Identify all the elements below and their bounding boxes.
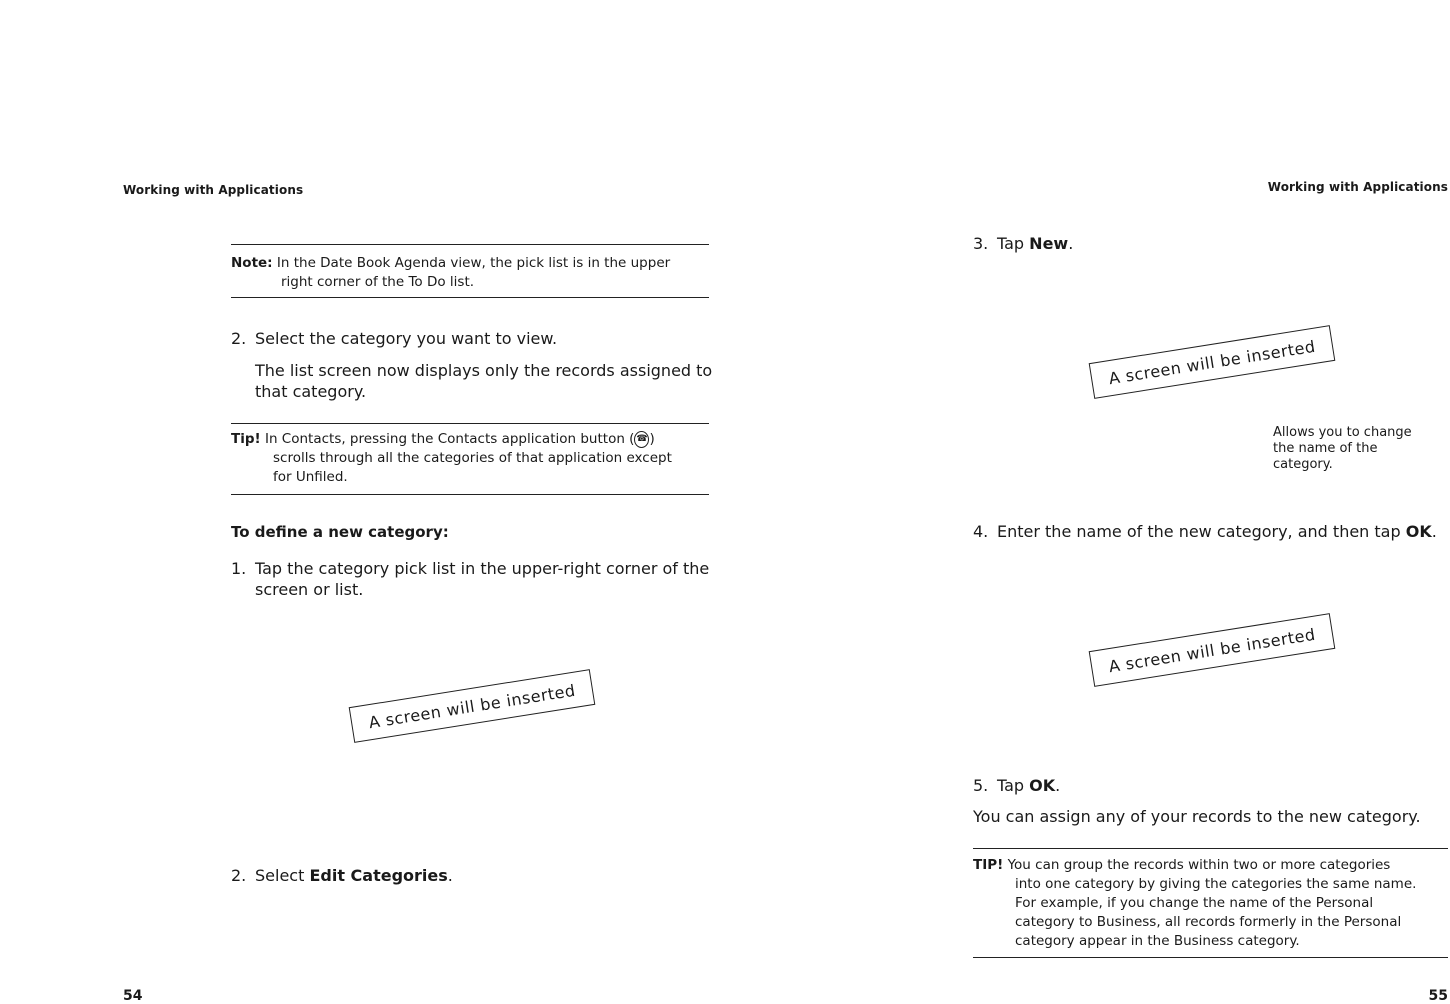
tip-line-2: scrolls through all the categories of that application except <box>273 450 672 466</box>
desc-line-2: that category. <box>255 382 367 401</box>
step-2-edit-categories <box>231 865 721 886</box>
step-number: 5. <box>973 776 989 795</box>
step-number: 2. <box>231 866 247 885</box>
note-box <box>231 254 711 292</box>
note-line-1: In the Date Book Agenda view, the pick list is in the upper <box>276 255 671 271</box>
tip-line-5: category appear in the Business category. <box>1015 933 1300 949</box>
callout-line-1: Allows you to change <box>1273 425 1412 440</box>
step-text-post: . <box>1431 522 1437 541</box>
desc-line-1: The list screen now displays only the records assigned to <box>255 361 713 380</box>
step-line-2: screen or list. <box>255 580 364 599</box>
tip-line-1-close: ) <box>649 431 655 447</box>
note-bottom-rule <box>231 297 709 298</box>
edit-categories-label: Edit Categories <box>309 866 448 885</box>
screenshot-placeholder-1: A screen will be inserted <box>1089 325 1336 399</box>
tip-box <box>231 430 711 487</box>
step-text-pre: Select <box>255 866 310 885</box>
step-number: 1. <box>231 559 247 578</box>
tip-top-rule <box>973 848 1448 849</box>
step-2-description <box>255 360 725 402</box>
ok-label: OK <box>1405 522 1432 541</box>
assign-records-text: You can assign any of your records to the new category. <box>973 807 1421 826</box>
callout-rename-category <box>1273 425 1412 473</box>
contacts-button-icon: ☎ <box>634 431 649 448</box>
note-label: Note: <box>231 255 273 271</box>
right-running-header: Working with Applications <box>1267 180 1448 194</box>
step-5-tap-ok <box>973 775 1060 796</box>
left-running-header: Working with Applications <box>123 183 304 197</box>
tip-line-3: For example, if you change the name of the Personal <box>1015 895 1374 911</box>
step-1-tap-pick-list <box>231 558 721 600</box>
ok-label: OK <box>1029 776 1056 795</box>
tip-line-2: into one category by giving the categories the same name. <box>1015 876 1417 892</box>
tip-line-3: for Unfiled. <box>273 469 348 485</box>
step-text: Select the category you want to view. <box>255 329 558 348</box>
step-number: 4. <box>973 522 989 541</box>
tip-line-1: You can group the records within two or more categories <box>1007 857 1391 873</box>
tip-box-right <box>973 856 1449 951</box>
step-text-pre: Enter the name of the new category, and then tap <box>997 522 1406 541</box>
tip-bottom-rule <box>231 494 709 495</box>
define-category-heading: To define a new category: <box>231 523 449 541</box>
tip-label: TIP! <box>973 857 1004 873</box>
tip-line-1: In Contacts, pressing the Contacts application button ( <box>264 431 635 447</box>
screenshot-placeholder-2: A screen will be inserted <box>1089 613 1336 687</box>
note-top-rule <box>231 244 709 245</box>
step-2-select-category <box>231 328 721 349</box>
screenshot-placeholder: A screen will be inserted <box>349 669 596 743</box>
right-page-number: 55 <box>1428 988 1448 1004</box>
note-line-2: right corner of the To Do list. <box>281 274 475 290</box>
step-text-post: . <box>1068 234 1074 253</box>
step-text-post: . <box>447 866 453 885</box>
callout-line-2: the name of the <box>1273 441 1378 456</box>
callout-line-3: category. <box>1273 457 1333 472</box>
tip-line-4: category to Business, all records formerly in the Personal <box>1015 914 1402 930</box>
step-text-post: . <box>1055 776 1061 795</box>
step-4-enter-name <box>973 521 1448 542</box>
step-3-tap-new <box>973 233 1073 254</box>
left-page-number: 54 <box>123 988 143 1004</box>
step-text-pre: Tap <box>997 234 1030 253</box>
tip-bottom-rule <box>973 957 1448 958</box>
tip-label: Tip! <box>231 431 261 447</box>
step-text-pre: Tap <box>997 776 1030 795</box>
step-number: 2. <box>231 329 247 348</box>
step-line-1: Tap the category pick list in the upper-right corner of the <box>255 559 710 578</box>
tip-top-rule <box>231 423 709 424</box>
step-number: 3. <box>973 234 989 253</box>
new-label: New <box>1029 234 1069 253</box>
